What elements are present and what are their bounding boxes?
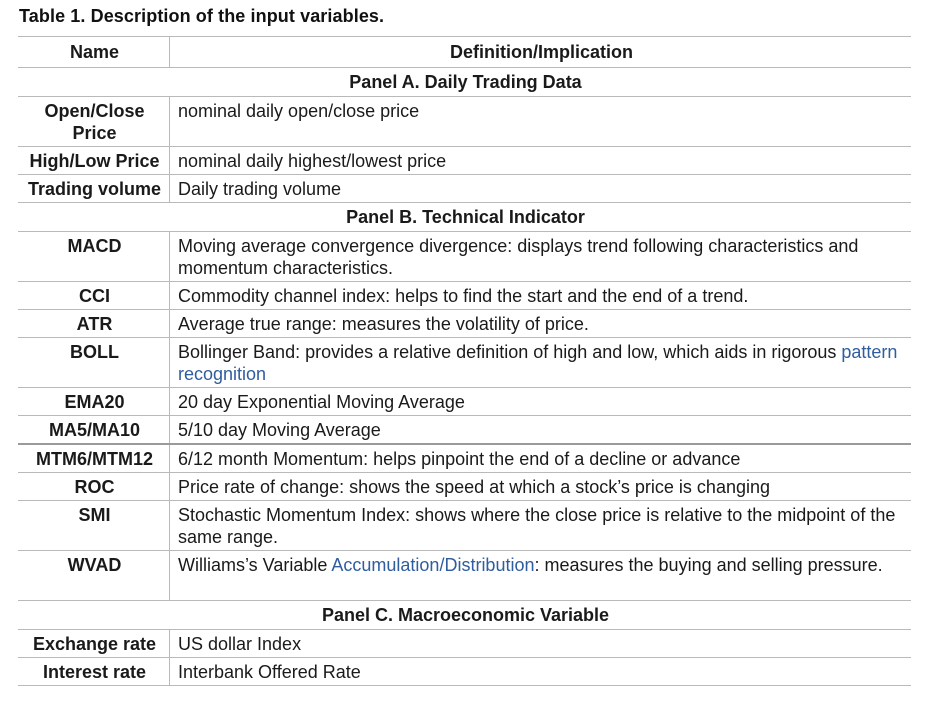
- panel-b-title: Panel B. Technical Indicator: [18, 203, 911, 232]
- definition-text: nominal daily highest/lowest price: [178, 151, 447, 171]
- variable-definition: [170, 658, 912, 686]
- variable-name: MA5/MA10: [18, 416, 170, 445]
- variable-definition: [170, 147, 912, 175]
- definition-text: Bollinger Band: provides a relative definition of high and low, which aids in rigorous: [178, 342, 842, 362]
- definition-text: 20 day Exponential Moving Average: [178, 392, 465, 412]
- variable-name: High/Low Price: [18, 147, 170, 175]
- input-variables-table: [18, 36, 911, 686]
- table-row: [18, 388, 911, 416]
- table-row: [18, 473, 911, 501]
- variable-definition: [170, 175, 912, 203]
- table-row: [18, 338, 911, 388]
- definition-text: Williams’s Variable: [178, 555, 332, 575]
- panel-a-title: Panel A. Daily Trading Data: [18, 68, 911, 97]
- variable-name: ROC: [18, 473, 170, 501]
- definition-text: nominal daily open/close price: [178, 101, 420, 121]
- table-row: [18, 444, 911, 473]
- definition-text: 5/10 day Moving Average: [178, 420, 381, 440]
- definition-text: Moving average convergence divergence: displays trend following characteristics and momentum characteristics.: [178, 236, 859, 278]
- variable-name: BOLL: [18, 338, 170, 388]
- variable-definition: [170, 232, 912, 282]
- table-row: [18, 416, 911, 445]
- variable-name: CCI: [18, 282, 170, 310]
- table-caption: Table 1. Description of the input variables.: [19, 6, 385, 26]
- definition-text: 6/12 month Momentum: helps pinpoint the end of a decline or advance: [178, 449, 741, 469]
- definition-text: US dollar Index: [178, 634, 302, 654]
- table-row: [18, 551, 911, 601]
- table-row: [18, 658, 911, 686]
- panel-heading-row: [18, 68, 911, 97]
- variable-definition: [170, 388, 912, 416]
- definition-text: Commodity channel index: helps to find the start and the end of a trend.: [178, 286, 749, 306]
- variable-name: MTM6/MTM12: [18, 444, 170, 473]
- definition-text: Average true range: measures the volatility of price.: [178, 314, 589, 334]
- variable-name: SMI: [18, 501, 170, 551]
- variable-definition: [170, 310, 912, 338]
- definition-column-header: Definition/Implication: [170, 37, 912, 68]
- table-row: [18, 232, 911, 282]
- panel-heading-row: [18, 203, 911, 232]
- variable-name: Exchange rate: [18, 630, 170, 658]
- panel-c-title: Panel C. Macroeconomic Variable: [18, 601, 911, 630]
- table-row: [18, 630, 911, 658]
- variable-name: ATR: [18, 310, 170, 338]
- table-row: [18, 147, 911, 175]
- definition-text: Daily trading volume: [178, 179, 342, 199]
- variable-name: WVAD: [18, 551, 170, 601]
- variable-name: EMA20: [18, 388, 170, 416]
- variable-definition: [170, 97, 912, 147]
- variable-definition: [170, 338, 912, 388]
- header-row: [18, 37, 911, 68]
- variable-name: Interest rate: [18, 658, 170, 686]
- definition-text: Stochastic Momentum Index: shows where the close price is relative to the midpoint of the same range.: [178, 505, 896, 547]
- variable-definition: [170, 630, 912, 658]
- name-column-header: Name: [18, 37, 170, 68]
- table-row: [18, 310, 911, 338]
- variable-definition: [170, 282, 912, 310]
- definition-text-tail: : measures the buying and selling pressure.: [534, 555, 883, 575]
- panel-heading-row: [18, 601, 911, 630]
- variable-definition: [170, 444, 912, 473]
- pattern-recognition-link[interactable]: pattern recognition: [178, 342, 898, 384]
- variable-definition: [170, 551, 912, 601]
- variable-name: MACD: [18, 232, 170, 282]
- variable-definition: [170, 473, 912, 501]
- table-row: [18, 501, 911, 551]
- definition-text: Price rate of change: shows the speed at which a stock’s price is changing: [178, 477, 770, 497]
- table-row: [18, 282, 911, 310]
- table-row: [18, 175, 911, 203]
- variable-name: Open/Close Price: [18, 97, 170, 147]
- variable-name: Trading volume: [18, 175, 170, 203]
- accumulation-distribution-link[interactable]: Accumulation/Distribution: [331, 555, 535, 575]
- variable-definition: [170, 416, 912, 445]
- table-row: [18, 97, 911, 147]
- variable-definition: [170, 501, 912, 551]
- definition-text: Interbank Offered Rate: [178, 662, 361, 682]
